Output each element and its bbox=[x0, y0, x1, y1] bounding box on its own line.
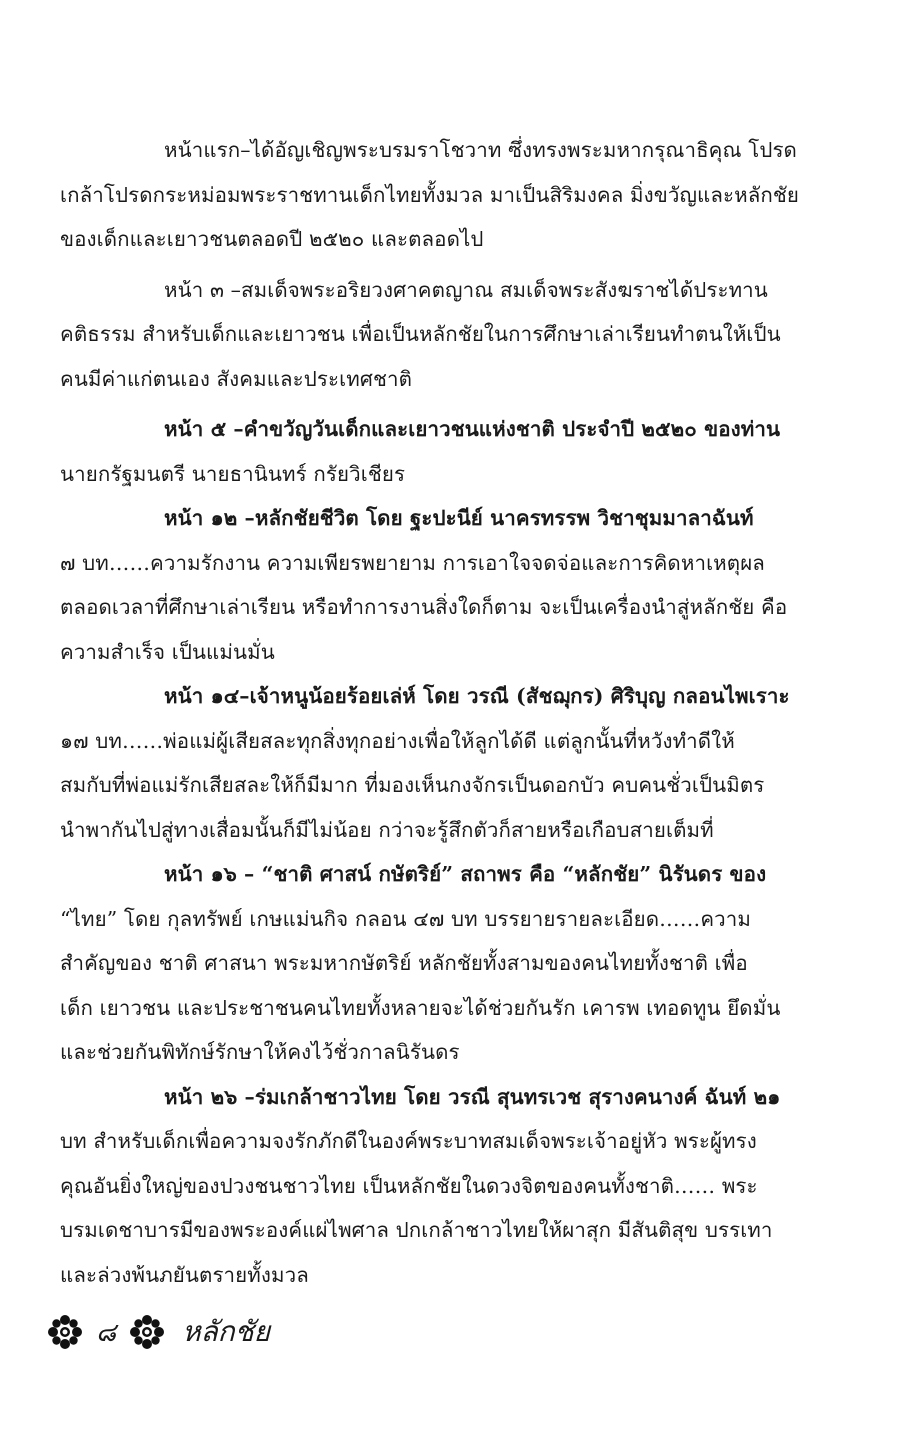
entry-line: เกล้าโปรดกระหม่อมพระราชทานเด็กไทยทั้งมวล มาเป็นสิริมงคล มิ่งขวัญและหลักชัย bbox=[60, 182, 800, 207]
entry-line: หน้า ๒๖ –ร่มเกล้าชาวไทย โดย วรณี สุนทรเวช สุรางคนางค์ ฉันท์ ๒๑ bbox=[164, 1084, 781, 1109]
entry-line: “ไทย” โดย กุลทรัพย์ เกษแม่นกิจ กลอน ๔๗ บท บรรยายรายละเอียด……ความ bbox=[60, 906, 751, 931]
entry-line: หน้า ๕ –คำขวัญวันเด็กและเยาวชนแห่งชาติ ประจำปี ๒๕๒๐ ของท่าน bbox=[164, 417, 781, 441]
entry-line: คุณอันยิ่งใหญ่ของปวงชนชาวไทย เป็นหลักชัยในดวงจิตของคนทั้งชาติ…… พระ bbox=[60, 1173, 758, 1198]
entry-line: นายกรัฐมนตรี นายธานินทร์ กรัยวิเชียร bbox=[60, 461, 406, 486]
entry-line: คนมีค่าแก่ตนเอง สังคมและประเทศชาติ bbox=[60, 366, 413, 391]
entry-page-5 bbox=[60, 407, 850, 496]
entry-line: ของเด็กและเยาวชนตลอดปี ๒๕๒๐ และตลอดไป bbox=[60, 227, 484, 251]
entry-page-3 bbox=[60, 268, 850, 402]
entry-line: บท สำหรับเด็กเพื่อความจงรักภักดีในองค์พระบาทสมเด็จพระเจ้าอยู่หัว พระผู้ทรง bbox=[60, 1129, 757, 1153]
entry-line: นำพากันไปสู่ทางเสื่อมนั้นก็มีไม่น้อย กว่าจะรู้สึกตัวก็สายหรือเกือบสายเต็มที่ bbox=[60, 817, 714, 842]
page-number: ๘ bbox=[96, 1317, 117, 1348]
entry-line: หน้า ๓ –สมเด็จพระอริยวงศาคตญาณ สมเด็จพระสังฆราชได้ประทาน bbox=[164, 277, 768, 302]
entry-line: คติธรรม สำหรับเด็กและเยาวชน เพื่อเป็นหลักชัยในการศึกษาเล่าเรียนทำตนให้เป็น bbox=[60, 322, 781, 346]
entry-line: สำคัญของ ชาติ ศาสนา พระมหากษัตริย์ หลักชัยทั้งสามของคนไทยทั้งชาติ เพื่อ bbox=[60, 951, 748, 975]
entry-line: เด็ก เยาวชน และประชาชนคนไทยทั้งหลายจะได้ช่วยกันรัก เคารพ เทอดทูน ยึดมั่น bbox=[60, 995, 781, 1020]
entry-line: หน้าแรก–ได้อัญเชิญพระบรมราโชวาท ซึ่งทรงพระมหากรุณาธิคุณ โปรด bbox=[164, 138, 797, 162]
body-text bbox=[60, 128, 850, 1297]
entry-line: และล่วงพ้นภยันตรายทั้งมวล bbox=[60, 1262, 309, 1287]
entry-line: สมกับที่พ่อแม่รักเสียสละให้ก็มีมาก ที่มองเห็นกงจักรเป็นดอกบัว คบคนชั่วเป็นมิตร bbox=[60, 773, 765, 797]
entry-line: บรมเดชาบารมีของพระองค์แผ่ไพศาล ปกเกล้าชาวไทยให้ผาสุก มีสันติสุข บรรเทา bbox=[60, 1218, 773, 1242]
entry-line: ตลอดเวลาที่ศึกษาเล่าเรียน หรือทำการงานสิ่งใดก็ตาม จะเป็นเครื่องนำสู่หลักชัย คือ bbox=[60, 595, 788, 619]
book-title: หลักชัย bbox=[182, 1315, 271, 1348]
entry-line: ความสำเร็จ เป็นแม่นมั่น bbox=[60, 639, 275, 664]
entry-line: ๗ บท……ความรักงาน ความเพียรพยายาม การเอาใจจดจ่อและการคิดหาเหตุผล bbox=[60, 550, 765, 575]
entry-page-12 bbox=[60, 496, 850, 674]
entry-line: หน้า ๑๖ – “ชาติ ศาสน์ กษัตริย์” สถาพร คือ “หลักชัย” นิรันดร ของ bbox=[164, 862, 767, 886]
page-footer bbox=[48, 1312, 270, 1352]
entry-page-16 bbox=[60, 852, 850, 1075]
entry-page-14 bbox=[60, 674, 850, 852]
entry-line: ๑๗ บท……พ่อแม่ผู้เสียสละทุกสิ่งทุกอย่างเพื่อให้ลูกได้ดี แต่ลูกนั้นที่หวังทำดีให้ bbox=[60, 728, 735, 753]
entry-line: และช่วยกันพิทักษ์รักษาให้คงไว้ชั่วกาลนิรันดร bbox=[60, 1040, 460, 1064]
entry-line: หน้า ๑๒ –หลักชัยชีวิต โดย ฐะปะนีย์ นาครทรรพ วิชาชุมมาลาฉันท์ bbox=[164, 506, 754, 530]
flower-ornament-icon bbox=[48, 1315, 82, 1349]
flower-ornament-icon bbox=[130, 1315, 164, 1349]
entry-first-page bbox=[60, 128, 850, 262]
entry-page-26 bbox=[60, 1075, 850, 1298]
entry-line: หน้า ๑๔–เจ้าหนูน้อยร้อยเล่ห์ โดย วรณี (สัชฌุกร) ศิริบุญ กลอนไพเราะ bbox=[164, 684, 790, 708]
